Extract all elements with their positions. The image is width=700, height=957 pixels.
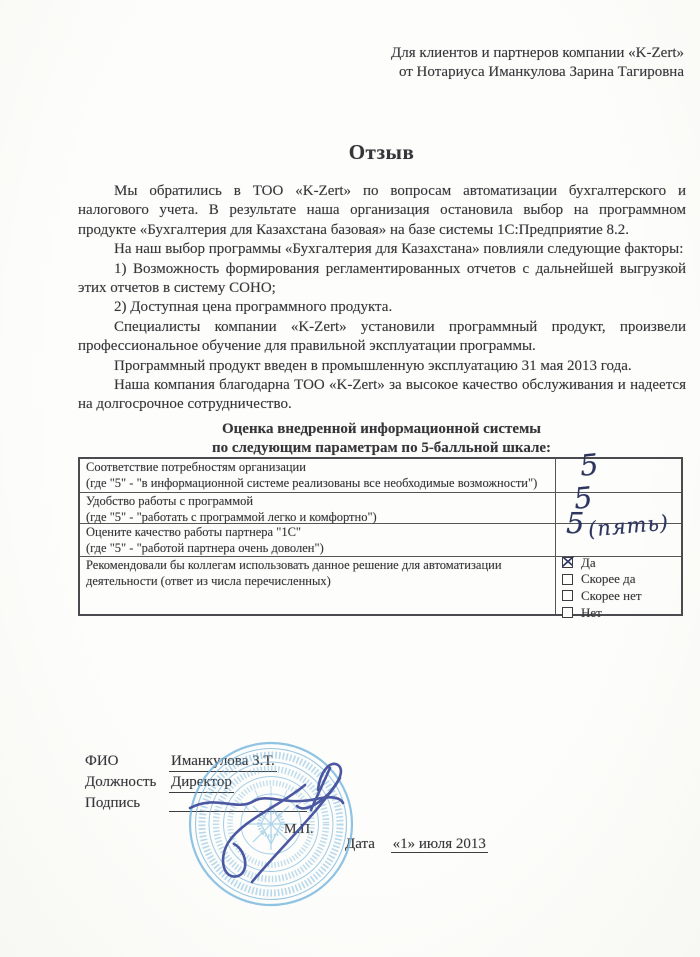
addressee-line-1: Для клиентов и партнеров компании «K-Zert» [391,45,684,61]
checkbox-skoree-da-icon [562,574,573,585]
row-label-cell [80,493,555,523]
handwritten-score-2: 5 [572,480,595,516]
table-row [80,523,681,556]
date-value: «1» июля 2013 [392,836,486,852]
signature-label: Подпись [85,795,141,811]
row-label-cell [80,524,555,556]
body-paragraph: Мы обратились в ТОО «K-Zert» по вопросам автоматизации бухгалтерского и налогового учета. В результате наша организация остановила выбор на программном продукте «Бухгалтерия для Казахстана базовая» на базе системы 1С:Предприятие 8.2. [78,183,686,238]
page-title: Отзыв [348,140,415,164]
option-check-0 [561,555,577,571]
checkbox-skoree-net-icon [562,590,573,601]
row-label: Соответствие потребностям организации [86,460,306,474]
addressee-note [391,44,684,82]
row-note: (где "5" - "в информационной системе реализованы все необходимые возможности") [86,475,538,490]
table-row [80,459,681,492]
table-row [80,554,681,621]
row-value-cell [555,459,681,492]
checkbox-net-icon [562,607,573,618]
table-row [80,492,681,523]
row-note: (где "5" - "работой партнера очень доволен") [86,540,324,555]
body-paragraph: Наша компания благодарна ТОО «K-Zert» за высокое качество обслуживания и надеется на долгосрочное сотрудничество. [78,377,686,413]
row-value-cell [555,554,681,621]
row-value-cell [555,524,681,556]
row-label: Рекомендовали бы коллегам использовать данное решение для автоматизации деятельности (ответ из числа перечисленных) [86,558,502,588]
row-value-cell [555,493,681,523]
option-label: Скорее да [581,571,636,587]
option-net [562,604,642,621]
stamp-place-label: М.П. [284,822,314,837]
body-paragraph: На наш выбор программы «Бухгалтерия для Казахстана» повлияли следующие факторы: [114,241,684,258]
handwritten-score-words: (пять) [587,510,671,542]
rating-title-line-2: по следующим параметрам по 5-балльной шкале: [211,439,552,456]
addressee-line-2: от Нотариуса Иманкулова Зарина Тагировна [398,64,684,80]
recommend-options [562,554,642,621]
checkbox-da-icon [562,557,573,568]
row-note: (где "5" - "работать с программой легко и комфортно") [86,509,377,524]
option-skoree-net [562,588,642,605]
row-label-cell [80,557,555,614]
body-paragraph: Программный продукт введен в промышленную эксплуатацию 31 мая 2013 года. [114,357,632,374]
document-body [78,182,686,415]
date-row [345,836,488,853]
option-label: Да [581,554,596,570]
fio-label: ФИО [85,753,119,769]
row-label-cell [80,459,555,492]
fio-value: Иманкулова З.Т. [169,751,277,772]
position-label: Должность [85,774,157,790]
option-skoree-da [562,571,642,588]
handwritten-score-digit: 5 [566,506,585,540]
position-value: Директор [169,772,234,793]
body-paragraph: 1) Возможность формирования регламентированных отчетов с дальнейшей выгрузкой этих отчетов в систему СОНО; [78,260,686,297]
date-label: Дата [345,836,375,852]
rating-title-line-1: Оценка внедренной информационной системы [221,421,541,437]
body-paragraph: Специалисты компании «K-Zert» установили программный продукт, произвели профессиональное обучение для правильной эксплуатации программы. [78,318,686,355]
handwritten-score-1: 5 [578,447,601,483]
handwritten-signature [180,748,360,898]
option-label: Нет [581,605,602,621]
option-label: Скорее нет [581,588,642,604]
option-da [562,554,642,571]
row-label: Оцените качество работы партнера "1С" [86,525,302,539]
rating-section-title [78,420,685,457]
row-label: Удобство работы с программой [86,494,254,508]
body-paragraph: 2) Доступная цена программного продукта. [114,299,393,316]
